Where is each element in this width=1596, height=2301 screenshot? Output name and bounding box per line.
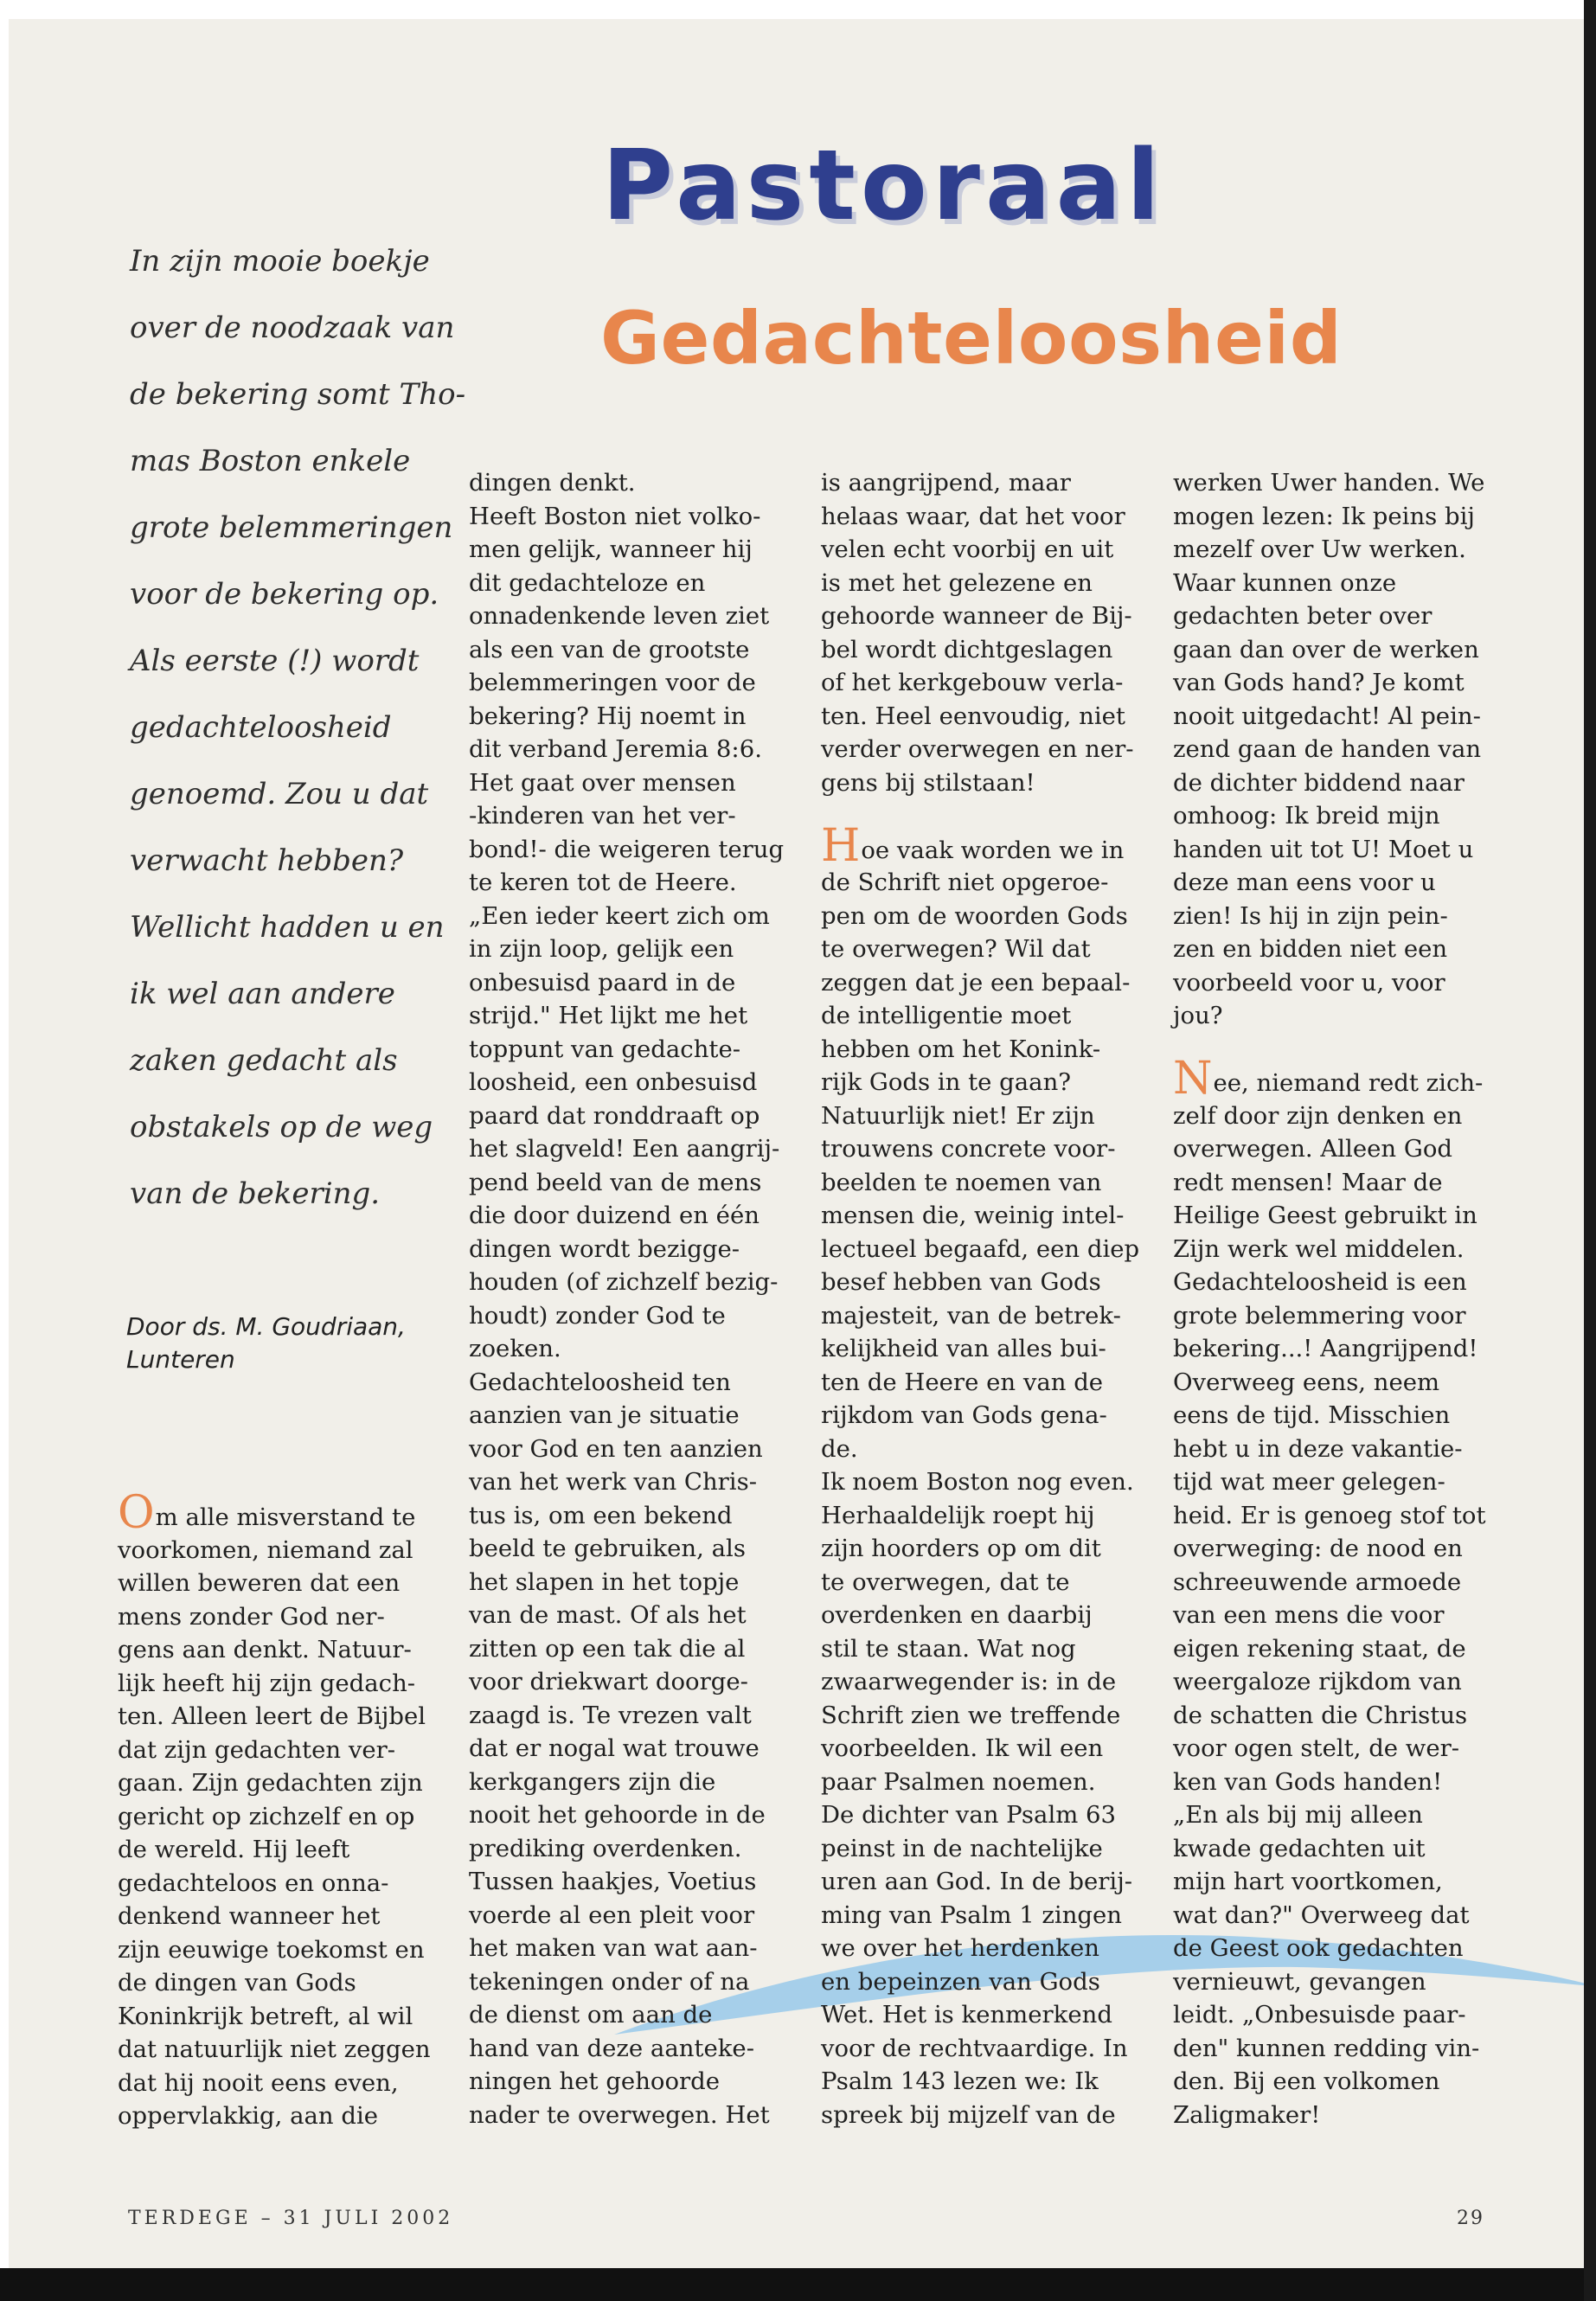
column-line: den" kunnen redding vin-	[1173, 2034, 1480, 2062]
drop-cap: O	[118, 1487, 155, 1539]
text-column-2	[469, 466, 798, 2131]
column-line: rijk Gods in te gaan?	[821, 1068, 1072, 1096]
column-line: zaagd is. Te vrezen valt	[469, 1701, 752, 1729]
column-line: Gedachteloosheid ten	[469, 1368, 731, 1396]
intro-line: In zijn mooie boekje	[130, 244, 430, 279]
column-line: Tussen haakjes, Voetius	[469, 1868, 757, 1895]
column-line: van de mast. Of als het	[469, 1601, 747, 1629]
column-line: Koninkrijk betreft, al wil	[118, 2002, 413, 2030]
column-line: nader te overwegen. Het	[469, 2100, 770, 2129]
column-line: mezelf over Uw werken.	[1173, 535, 1466, 563]
column-line: zen en bidden niet een	[1173, 935, 1448, 963]
column-line: paar Psalmen noemen.	[821, 1767, 1096, 1796]
column-line-text: oe vaak worden we in	[861, 836, 1125, 864]
column-line: bekering? Hij noemt in	[469, 702, 747, 730]
column-line: van een mens die voor	[1173, 1601, 1445, 1629]
column-line: Gedachteloosheid is een	[1173, 1268, 1467, 1296]
column-line: Wet. Het is kenmerkend	[821, 2001, 1112, 2029]
column-line: spreek bij mijzelf van de	[821, 2100, 1116, 2129]
intro-line: genoemd. Zou u dat	[130, 777, 429, 811]
column-line: of het kerkgebouw verla-	[821, 669, 1124, 696]
column-line: voerde al een pleit voor	[469, 1900, 755, 1929]
column-line: te keren tot de Heere.	[469, 868, 737, 896]
column-line: Overweeg eens, neem	[1173, 1368, 1440, 1396]
intro-line: verwacht hebben?	[130, 843, 404, 878]
intro-lead	[130, 228, 466, 1227]
column-line: die door duizend en één	[469, 1202, 760, 1229]
column-line: Heeft Boston niet volko-	[469, 502, 761, 530]
column-line: Herhaaldelijk roept hij	[821, 1501, 1095, 1529]
column-line: de dingen van Gods	[118, 1969, 356, 1997]
column-line: jou?	[1173, 1002, 1223, 1029]
column-line: verder overwegen en ner-	[821, 735, 1134, 763]
intro-line: gedachteloosheid	[130, 710, 392, 745]
column-line: zitten op een tak die al	[469, 1634, 746, 1663]
intro-line: zaken gedacht als	[130, 1043, 398, 1078]
column-line: gaan dan over de werken	[1173, 635, 1479, 663]
column-line: werken Uwer handen. We	[1173, 469, 1485, 497]
column-line: kelijkheid van alles bui-	[821, 1335, 1106, 1362]
column-line: bekering...! Aangrijpend!	[1173, 1335, 1478, 1362]
column-line: Ik noem Boston nog even.	[821, 1468, 1134, 1496]
column-line: de.	[821, 1434, 858, 1463]
paragraph	[1173, 466, 1502, 1033]
column-line: heid. Er is genoeg stof tot	[1173, 1501, 1486, 1529]
column-line: Het gaat over mensen	[469, 768, 736, 797]
scan-edge-bottom	[0, 2268, 1596, 2301]
magazine-page	[9, 19, 1587, 2268]
paragraph	[1173, 1099, 1502, 2132]
column-line: majesteit, van de betrek-	[821, 1301, 1121, 1330]
column-line: rijkdom van Gods gena-	[821, 1401, 1107, 1429]
column-line: schreeuwende armoede	[1173, 1567, 1462, 1596]
column-line: pend beeld van de mens	[469, 1168, 762, 1196]
column-line: onnadenkende leven ziet	[469, 602, 770, 630]
column-line: is aangrijpend, maar	[821, 469, 1071, 497]
column-line: mogen lezen: Ik peins bij	[1173, 502, 1475, 530]
column-line: belemmeringen voor de	[469, 669, 756, 696]
column-line: nooit het gehoorde in de	[469, 1801, 766, 1829]
paragraph-gap	[1173, 1033, 1502, 1067]
column-line: de intelligentie moet	[821, 1002, 1072, 1029]
column-line: willen beweren dat een	[118, 1569, 401, 1597]
column-line: hebben om het Konink-	[821, 1035, 1101, 1063]
intro-line: de bekering somt Tho-	[130, 377, 466, 412]
column-line	[1173, 1053, 1502, 1105]
column-line: toppunt van gedachte-	[469, 1035, 741, 1063]
column-line	[821, 819, 1150, 872]
column-line: paard dat ronddraaft op	[469, 1101, 760, 1130]
column-line: dat zijn gedachten ver-	[118, 1735, 396, 1764]
column-line: „En als bij mij alleen	[1173, 1801, 1423, 1829]
column-line: gaan. Zijn gedachten zijn	[118, 1769, 423, 1797]
byline-line: Door ds. M. Goudriaan,	[126, 1312, 406, 1341]
column-line: stil te staan. Wat nog	[821, 1634, 1076, 1663]
column-line: uren aan God. In de berij-	[821, 1868, 1133, 1895]
column-line: gens aan denkt. Natuur-	[118, 1636, 412, 1663]
column-line: in zijn loop, gelijk een	[469, 935, 734, 963]
column-line: we over het herdenken	[821, 1934, 1099, 1962]
column-line: het slagveld! Een aangrij-	[469, 1135, 780, 1163]
column-line: grote belemmering voor	[1173, 1301, 1466, 1330]
column-line: omhoog: Ik breid mijn	[1173, 802, 1440, 830]
column-line: te overwegen, dat te	[821, 1567, 1070, 1596]
column-line: zoeken.	[469, 1335, 561, 1362]
column-line-text: ee, niemand redt zich-	[1213, 1069, 1484, 1097]
column-line: prediking overdenken.	[469, 1834, 742, 1862]
column-line: dat hij nooit eens even,	[118, 2068, 399, 2097]
column-line	[118, 1487, 446, 1539]
column-line: voor God en ten aanzien	[469, 1434, 763, 1463]
column-line: bel wordt dichtgeslagen	[821, 635, 1113, 663]
column-line: ten. Alleen leert de Bijbel	[118, 1702, 426, 1730]
column-line: als een van de grootste	[469, 635, 750, 663]
column-line: De dichter van Psalm 63	[821, 1801, 1117, 1829]
intro-line: over de noodzaak van	[130, 311, 455, 345]
column-line: -kinderen van het ver-	[469, 802, 736, 830]
column-line: en bepeinzen van Gods	[821, 1967, 1100, 1996]
column-line: voor driekwart doorge-	[469, 1668, 748, 1695]
column-line: peinst in de nachtelijke	[821, 1834, 1103, 1862]
intro-line: Als eerste (!) wordt	[130, 644, 420, 678]
column-line: redt mensen! Maar de	[1173, 1168, 1443, 1196]
drop-cap: H	[821, 819, 861, 872]
column-line: ten. Heel eenvoudig, niet	[821, 702, 1125, 730]
column-line: het slapen in het topje	[469, 1567, 740, 1596]
column-line: voor de rechtvaardige. In	[821, 2034, 1128, 2062]
column-line: houdt) zonder God te	[469, 1301, 726, 1330]
column-line: gens bij stilstaan!	[821, 768, 1035, 797]
column-line: gehoorde wanneer de Bij-	[821, 602, 1132, 630]
column-line: kerkgangers zijn die	[469, 1767, 716, 1796]
column-line: de wereld. Hij leeft	[118, 1836, 350, 1863]
column-line: dit gedachteloze en	[469, 568, 706, 597]
column-line: beeld te gebruiken, als	[469, 1535, 746, 1562]
column-line: tus is, om een bekend	[469, 1501, 733, 1529]
column-line: nooit uitgedacht! Al pein-	[1173, 702, 1481, 730]
column-line: overdenken en daarbij	[821, 1601, 1093, 1629]
column-line: lijk heeft hij zijn gedach-	[118, 1669, 416, 1697]
column-line: te overwegen? Wil dat	[821, 935, 1091, 963]
column-line: voorkomen, niemand zal	[118, 1535, 413, 1564]
text-column-3	[821, 466, 1150, 2131]
column-line: kwade gedachten uit	[1173, 1834, 1426, 1862]
column-line: pen om de woorden Gods	[821, 901, 1128, 930]
intro-line: grote belemmeringen	[130, 510, 453, 545]
intro-line: ik wel aan andere	[130, 977, 395, 1011]
column-line: houden (of zichzelf bezig-	[469, 1268, 779, 1296]
paragraph	[821, 866, 1150, 2131]
column-line: lectueel begaafd, een diep	[821, 1234, 1140, 1263]
byline-line: Lunteren	[126, 1345, 235, 1374]
column-line: overwegen. Alleen God	[1173, 1135, 1452, 1163]
column-line: de dienst om aan de	[469, 2001, 713, 2029]
column-line: bond!- die weigeren terug	[469, 835, 785, 863]
column-line: den. Bij een volkomen	[1173, 2067, 1440, 2095]
column-line: dit verband Jeremia 8:6.	[469, 735, 762, 763]
column-line: vernieuwt, gevangen	[1173, 1967, 1426, 1996]
column-line: ten de Heere en van de	[821, 1368, 1104, 1396]
column-line: ken van Gods handen!	[1173, 1767, 1443, 1796]
paragraph	[821, 466, 1150, 799]
column-line: Zijn werk wel middelen.	[1173, 1234, 1465, 1263]
column-line: de Geest ook gedachten	[1173, 1934, 1464, 1962]
column-line: de Schrift niet opgeroe-	[821, 868, 1109, 896]
column-line: zijn hoorders op om dit	[821, 1535, 1101, 1562]
intro-line: obstakels op de weg	[130, 1110, 433, 1144]
column-line: Schrift zien we treffende	[821, 1701, 1121, 1729]
column-line: aanzien van je situatie	[469, 1401, 740, 1429]
column-line: weergaloze rijkdom van	[1173, 1668, 1462, 1695]
section-title: Pastoraal	[602, 130, 1165, 242]
column-line: van Gods hand? Je komt	[1173, 669, 1465, 696]
column-line: beelden te noemen van	[821, 1168, 1102, 1196]
column-line: het maken van wat aan-	[469, 1934, 758, 1962]
column-line: ningen het gehoorde	[469, 2067, 721, 2095]
column-line: eens de tijd. Misschien	[1173, 1401, 1451, 1429]
author-byline	[126, 1311, 406, 1376]
column-line: strijd." Het lijkt me het	[469, 1002, 748, 1029]
column-line: denkend wanneer het	[118, 1902, 381, 1930]
intro-line: Wellicht hadden u en	[130, 910, 445, 945]
intro-line: mas Boston enkele	[130, 444, 411, 478]
column-line: zien! Is hij in zijn pein-	[1173, 901, 1448, 930]
column-line: onbesuisd paard in de	[469, 968, 736, 997]
column-line: trouwens concrete voor-	[821, 1135, 1116, 1163]
column-line: mens zonder God ner-	[118, 1602, 385, 1631]
column-line: helaas waar, dat het voor	[821, 502, 1125, 530]
column-line: dat natuurlijk niet zeggen	[118, 2035, 431, 2063]
column-line: Natuurlijk niet! Er zijn	[821, 1101, 1095, 1130]
column-line-text: m alle misverstand te	[155, 1503, 416, 1531]
column-line: de schatten die Christus	[1173, 1701, 1468, 1729]
column-line: Heilige Geest gebruikt in	[1173, 1202, 1477, 1229]
column-line: hand van deze aanteke-	[469, 2034, 754, 2062]
footer-publication: TERDEGE – 31 JULI 2002	[128, 2208, 454, 2229]
column-line: dat er nogal wat trouwe	[469, 1734, 760, 1762]
column-line: ming van Psalm 1 zingen	[821, 1900, 1123, 1929]
column-line: mensen die, weinig intel-	[821, 1202, 1125, 1229]
intro-line: van de bekering.	[130, 1176, 381, 1211]
column-line: wat dan?" Overweeg dat	[1173, 1900, 1470, 1929]
column-line: dingen denkt.	[469, 469, 636, 497]
column-line: van het werk van Chris-	[469, 1468, 758, 1496]
column-line: „Een ieder keert zich om	[469, 901, 770, 930]
column-line: handen uit tot U! Moet u	[1173, 835, 1474, 863]
article-title: Gedachteloosheid	[600, 296, 1343, 381]
column-line: de dichter biddend naar	[1173, 768, 1465, 797]
column-line: oppervlakkig, aan die	[118, 2102, 379, 2130]
column-line: is met het gelezene en	[821, 568, 1093, 597]
column-line: tijd wat meer gelegen-	[1173, 1468, 1445, 1496]
column-line: voor ogen stelt, de wer-	[1173, 1734, 1460, 1762]
column-line: overweging: de nood en	[1173, 1535, 1463, 1562]
column-line: voorbeelden. Ik wil een	[821, 1734, 1104, 1762]
column-line: Psalm 143 lezen we: Ik	[821, 2067, 1099, 2095]
column-line: hebt u in deze vakantie-	[1173, 1434, 1463, 1463]
column-line: gericht op zichzelf en op	[118, 1802, 415, 1830]
column-line: gedachteloos en onna-	[118, 1868, 389, 1897]
page-number: 29	[1457, 2208, 1484, 2229]
column-line: zeggen dat je een bepaal-	[821, 968, 1131, 997]
scan-edge-right	[1584, 0, 1596, 2301]
column-line: zelf door zijn denken en	[1173, 1101, 1463, 1130]
column-line: Zaligmaker!	[1173, 2100, 1321, 2129]
intro-line: voor de bekering op.	[130, 577, 439, 612]
drop-cap: N	[1173, 1053, 1213, 1105]
column-line: deze man eens voor u	[1173, 868, 1436, 896]
column-line: voorbeeld voor u, voor	[1173, 968, 1445, 997]
column-line: leidt. „Onbesuisde paar-	[1173, 2001, 1466, 2029]
column-line: besef hebben van Gods	[821, 1268, 1101, 1296]
text-column-4	[1173, 466, 1502, 2131]
column-line: men gelijk, wanneer hij	[469, 535, 753, 563]
column-line: Waar kunnen onze	[1173, 568, 1397, 597]
column-line: velen echt voorbij en uit	[821, 535, 1114, 563]
column-line: tekeningen onder of na	[469, 1967, 750, 1996]
column-line: gedachten beter over	[1173, 602, 1433, 630]
column-line: zijn eeuwige toekomst en	[118, 1935, 425, 1964]
column-line: mijn hart voortkomen,	[1173, 1868, 1443, 1895]
column-line: zend gaan de handen van	[1173, 735, 1482, 763]
column-line: loosheid, een onbesuisd	[469, 1068, 758, 1096]
paragraph-gap	[821, 799, 1150, 833]
column-line: dingen wordt bezigge-	[469, 1234, 740, 1263]
column-line: eigen rekening staat, de	[1173, 1634, 1466, 1663]
column-line: zwaarwegender is: in de	[821, 1668, 1117, 1695]
text-column-1	[118, 1487, 446, 2133]
